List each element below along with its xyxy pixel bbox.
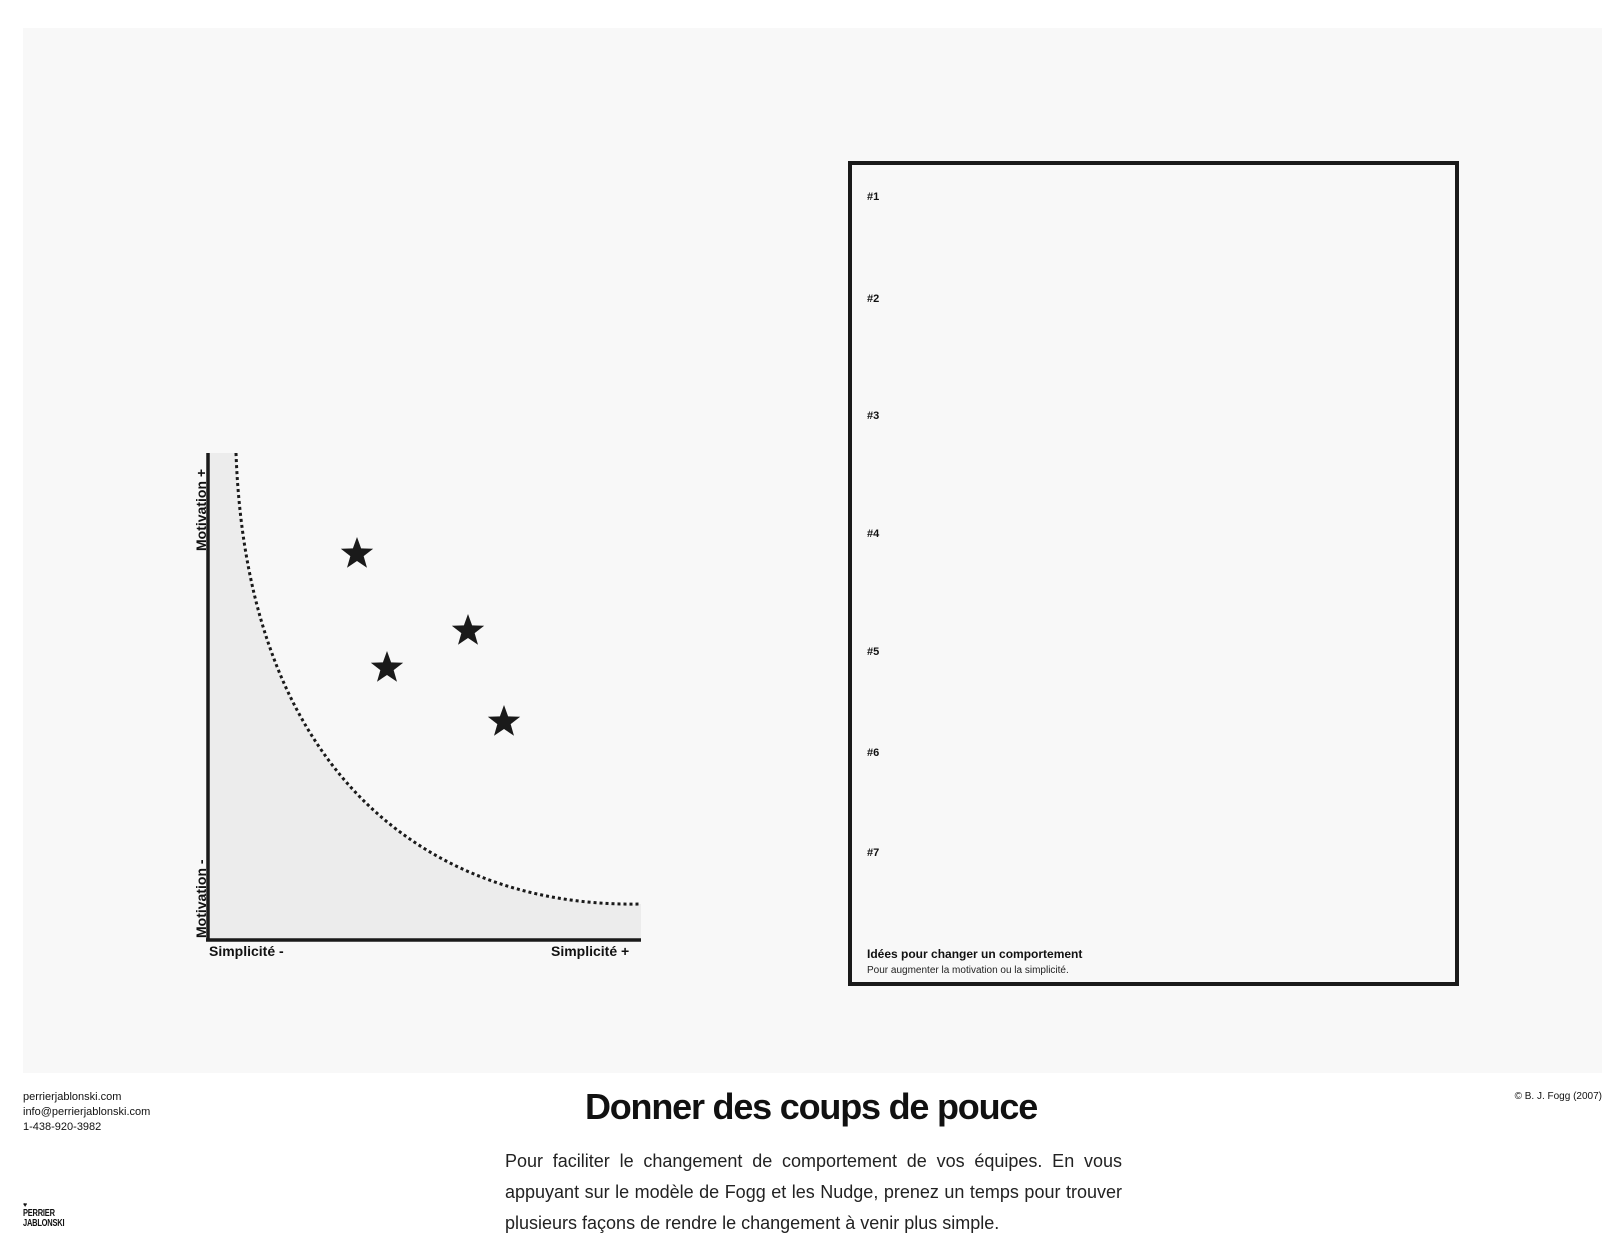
x-axis-low-label: Simplicité - xyxy=(209,943,284,959)
ideas-box-title: Idées pour changer un comportement xyxy=(867,947,1083,961)
idea-slot-7: #7 xyxy=(867,847,880,859)
website-link[interactable]: perrierjablonski.com xyxy=(23,1091,122,1103)
idea-slot-2: #2 xyxy=(867,293,880,305)
heart-icon: ♥ xyxy=(23,1202,28,1209)
page-description: Pour faciliter le changement de comportement de vos équipes. En vous appuyant sur le modèle de Fogg et les Nudge, prenez un temps pour trouver plusieurs façons de rendre le changement à venir plus simple. xyxy=(505,1151,1122,1233)
idea-slot-1: #1 xyxy=(867,191,880,203)
logo-line-1: PERRIER xyxy=(23,1208,55,1219)
idea-slot-6: #6 xyxy=(867,747,880,759)
fogg-behavior-diagram xyxy=(23,28,723,988)
copyright: © B. J. Fogg (2007) xyxy=(1514,1091,1602,1102)
idea-slot-3: #3 xyxy=(867,410,880,422)
worksheet-canvas xyxy=(23,28,1602,1073)
brand-logo xyxy=(23,1203,78,1229)
y-axis-high-label: Motivation + xyxy=(193,468,209,551)
logo-line-2: JABLONSKI xyxy=(23,1218,65,1229)
stars-group xyxy=(341,537,520,736)
ideas-box xyxy=(848,161,1459,986)
idea-slot-4: #4 xyxy=(867,528,880,540)
star-icon xyxy=(371,651,403,682)
page-title: Donner des coups de pouce xyxy=(584,1086,1038,1127)
below-action-line-area xyxy=(208,453,641,940)
idea-slot-5: #5 xyxy=(867,646,880,658)
star-icon xyxy=(452,614,484,645)
x-axis-high-label: Simplicité + xyxy=(551,943,630,959)
y-axis-low-label: Motivation - xyxy=(193,859,209,938)
star-icon xyxy=(341,537,373,568)
phone-number: 1-438-920-3982 xyxy=(23,1121,102,1133)
ideas-box-subtitle: Pour augmenter la motivation ou la simplicité. xyxy=(867,965,1069,976)
star-icon xyxy=(488,705,520,736)
email-link[interactable]: info@perrierjablonski.com xyxy=(23,1106,151,1118)
